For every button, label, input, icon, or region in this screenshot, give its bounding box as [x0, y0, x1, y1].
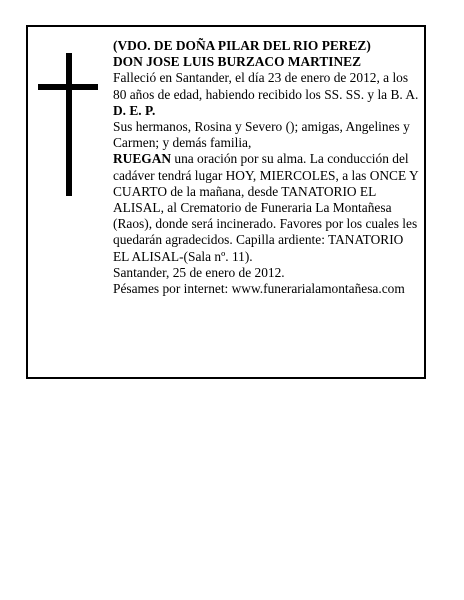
deceased-name: DON JOSE LUIS BURZACO MARTINEZ [113, 54, 362, 70]
dep-line: D. E. P. [113, 102, 156, 118]
place-date: Santander, 25 de enero de 2012. [113, 264, 285, 280]
obituary-text [113, 38, 419, 297]
family-line: Sus hermanos, Rosina y Severo (); amigas, Angelines y Carmen; y demás familia, [113, 119, 410, 151]
cross-icon-bar [38, 84, 98, 90]
ruegan-text: una oración por su alma. La conducción del cadáver tendrá lugar HOY, MIERCOLES, a las ONCE Y CUARTO de la mañana, desde TANATORIO EL ALISAL, al Crematorio de Funeraria La Montañesa (Raos), donde será incinerado. Favores por los cuales les quedarán agradecidos. Capilla ardiente: TANATORIO EL ALISAL-(Sala nº. 11). [113, 151, 419, 264]
death-details: Falleció en Santander, el día 23 de enero de 2012, a los 80 años de edad, habiendo recibido los SS. SS. y la B. A. [113, 70, 419, 102]
widow-line: (VDO. DE DOÑA PILAR DEL RIO PEREZ) [113, 38, 371, 53]
ruegan-paragraph [113, 151, 419, 264]
condolences-line: Pésames por internet: www.funerarialamontañesa.com [113, 281, 405, 297]
cross-icon [66, 53, 72, 196]
ruegan-word: RUEGAN [113, 151, 172, 167]
